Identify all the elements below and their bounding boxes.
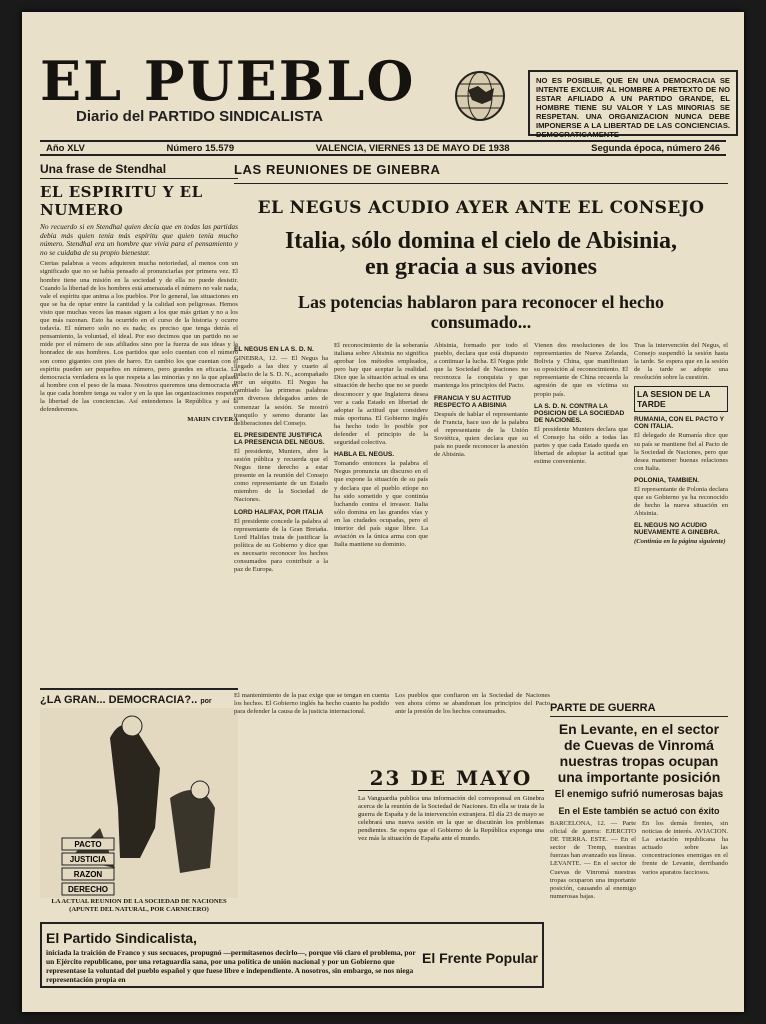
masthead-subtitle: Diario del PARTIDO SINDICALISTA [76,108,323,125]
column-subhead: HABLA EL NEGUS. [334,451,395,459]
column-subhead: EL PRESIDENTE JUSTIFICA LA PRESENCIA DEL NEGUS. [234,431,325,446]
stendhal-body: Ciertas palabras a veces adquieren mucha notoriedad, al menos con un significado que no se había pensado al pronunciarlas por primera vez. El hombre tiene una misión en la sociedad y de ella no puede desistir. Cuando la libertad de los hombres está amenazada el número no vale nada, vale el espíritu que anima a los pueblos. Por lo general, las situaciones en que se ha de optar entre la cantidad y la calidad son peligrosas. Hemos visto que muchas veces las masas siguen a los que más gritan y no a los que más razonan. Esto ha ocurrido en el curso de la historia y ocurre todavía. El número solo no es nada; es preciso que tenga detrás el pensamiento, la voluntad, el ideal. Por eso decimos que un partido no se mide por el número de sus afiliados sino por la fuerza de sus ideas y la honradez de sus hombres. Los partidos que solo cuentan con el número son como gigantes con pies de barro. En cambio los que cuentan con el espíritu pueden ser pequeños en número, pero grandes en eficacia. La democracia verdadera es la que respeta a las minorías y no la que aplasta al hombre con el peso de la masa. Nosotros queremos una democracia en la que cada hombre tenga su valor y en la que las organizaciones respeten la libertad de las conciencias. Así entendemos la República y así la defenderemos. [40,260,238,414]
issue-epoch: Segunda época, número 246 [591,142,720,154]
issue-date: VALENCIA, VIERNES 13 DE MAYO DE 1938 [315,142,510,154]
newspaper-page [22,12,744,1012]
column-4 [534,342,628,682]
parte-columns [550,820,728,980]
cartoon-label-pacto: PACTO [74,840,102,849]
column-5 [634,342,728,682]
column-text: El presidente concede la palabra al representante de la Gran Bretaña. Lord Halifax trata de justificar la política de su Gobierno y dice que es necesario reconocer los hechos consumados para contribuir a la paz de Europa. [234,517,328,574]
ginebra-header [234,162,728,332]
column-text: En los demás frentes, sin noticias de interés. AVIACION. La aviación republicana ha actuado sobre las concentraciones enemigas en el frente de Levante, derribando varios aparatos facciosos. [642,820,728,876]
column-text: Vienen dos resoluciones de los representantes de Nueva Zelanda, Bolivia y China, que manifiestan su oposición al reconocimiento. El representante de China recuerda la agresión de que es víctima su propio país. [534,342,628,398]
globe-emblem-icon [454,70,506,122]
masthead-title: EL PUEBLO [40,49,416,113]
column-text: El representante de Polonia declara que su Gobierno ya ha reconocido de hecho la nueva situación en Abisinia. [634,485,728,518]
mayo-heading: 23 DE MAYO [358,766,544,791]
column-text: El delegado de Rumanía dice que su país se mantiene fiel al Pacto de la Sociedad de Naciones, pero que desea mantener buenas relaciones con Italia. [634,432,728,472]
headline-italia-line1: Italia, sólo domina el cielo de Abisinia, [284,228,678,254]
column-subhead: EL NEGUS EN LA S. D. N. [234,346,314,353]
column-text: El presidente Munters declara que el Consejo ha oído a todas las partes y que cada Estado queda en libertad de adoptar la actitud que estime conveniente. [534,425,628,466]
issue-number: Número 15.579 [166,142,235,154]
headline-potencias-line1: Las potencias hablaron para reconocer el hecho [298,292,664,312]
column-text: GINEBRA, 12. — El Negus ha llegado a las diez y cuarto al palacio de la S. D. N., acompañado por un séquito. El Negus ha cambiado las primeras palabras con diversos delegados antes de comenzar la sesión. Se mostró tranquilo y sereno durante las deliberaciones del Consejo. [234,355,328,427]
column-text: El reconocimiento de la soberanía italiana sobre Abisinia no significa aprobar los métodos empleados, pero hay que aceptar la realidad. Dice que la situación actual es una situación de hecho que no se puede desconocer y que Inglaterra desea ver a cada Estado en libertad de adoptar la actitud que considere más oportuna. El Gobierno inglés ha hecho todo lo posible por defender el principio de la seguridad colectiva. [334,342,428,447]
cartoon-label-razon: RAZON [73,870,103,879]
column-subhead: POLONIA, TAMBIEN. [634,476,700,484]
headline-potencias [234,292,728,332]
masthead-motto: NO ES POSIBLE, QUE EN UNA DEMOCRACIA SE INTENTE EXCLUIR AL HOMBRE A PRETEXTO DE NO ESTAR AFILIADO A UN PARTIDO GRANDE, EL HOMBRE TIENE SU VALOR Y LAS MINORIAS SE RESPETAN. UNA ORGANIZACION NUNCA DEBE IMPONERSE A LA LIBERTAD DE LAS CONCIENCIAS. DEMOCRATICAMENTE [528,70,738,136]
banner-text: iniciada la traición de Franco y sus secuaces, propugnó —permítasenos decirlo—, porque vió claro el problema, por un Ejército republicano, por una retaguardia sana, por una política de unión nacional y por un Gobierno que representase la voluntad del pueblo español y que fuese libre e independiente. A nosotros, sin embargo, se nos niega representación propia en [46,948,416,984]
cartoon-drawing [40,708,238,898]
headline-italia-line2: en gracia a sus aviones [364,254,597,280]
column-subhead: FRANCIA Y SU ACTITUD RESPECTO A ABISINIA [434,394,511,409]
cartoon-artist: por [200,698,212,705]
column-text: Después de hablar el representante de Francia, hace uso de la palabra el representante de la Unión Soviética, quien declara que su país no puede reconocer la anexión de Abisinia. [434,410,528,459]
stendhal-signature: MARIN CIVERA [187,416,238,424]
cartoon-label-justicia: JUSTICIA [69,855,107,864]
column-text: Tomando entonces la palabra el Negus pronuncia un discurso en el que expone la situación de su país y declara que el pueblo etíope no ha sido sometido y que continúa luchando contra el invasor. Italia sólo domina en las grandes vías y en las ciudades ocupadas, pero el interior del país sigue libre. La aviación es la única arma con que Italia mantiene su dominio. [334,460,428,549]
dateline [40,140,726,156]
column-text: Abisinia, formado por todo el pueblo, declara que está dispuesto a continuar la lucha. El Negus pide que la Sociedad de Naciones no reconozca la conquista y que mantenga los principios del Pacto. [434,342,528,390]
cartoon [40,688,238,920]
column-subhead: RUMANIA, CON EL PACTO Y CON ITALIA. [634,416,724,431]
partido-banner [40,922,544,988]
column-2 [334,342,428,682]
parte-headline: En Levante, en el sector de Cuevas de Vinromá nuestras tropas ocupan una importante posición [557,721,721,785]
banner-frente-popular: El Frente Popular [422,950,538,966]
cartoon-label-derecho: DERECHO [67,885,109,894]
stendhal-article [40,162,238,423]
column-text: El presidente, Munters, abre la sesión pública y recuerda que el Negus tiene derecho a estar presente en la reunión del Consejo como representante de un Estado miembro de la Sociedad de Naciones. [234,447,328,504]
stendhal-kicker: Una frase de Stendhal [40,162,238,179]
column-text: Tras la intervención del Negus, el Consejo suspendió la sesión hasta la tarde. Se espera que en la sesión de la tarde se adopte una resolución sobre la cuestión. [634,342,728,382]
banner-title: El Partido Sindicalista, [46,930,197,946]
sesion-tarde-box: LA SESION DE LA TARDE [634,386,728,412]
parte-de-guerra [550,702,728,980]
column-subhead: LORD HALIFAX, POR ITALIA [234,508,324,516]
column-3 [434,342,528,682]
column-text: El mantenimiento de la paz exige que se tengan en cuenta los hechos. El Gobierno inglés ha hecho cuanto ha podido para defender la causa de la justicia internacional. [234,692,389,716]
mid-columns [234,692,550,762]
stendhal-headline: EL ESPIRITU Y EL NUMERO [40,183,203,219]
column-1 [234,342,328,682]
ginebra-kicker: LAS REUNIONES DE GINEBRA [234,162,441,177]
mayo-body: La Vanguardia publica una información del corresponsal en Ginebra acerca de la reunión de la Sociedad de Naciones. En ella se trata de la guerra de España y de la intervención extranjera. El día 23 de mayo se celebrará una nueva sesión en la que se discutirán los problemas pendientes. Se espera que el Gobierno de la República exponga una vez más la situación de España ante el mundo. [358,795,544,843]
cartoon-caption: LA ACTUAL REUNION DE LA SOCIEDAD DE NACIONES (APUNTE DEL NATURAL, POR CARNICERO) [51,898,227,913]
continuation-note: (Continúa en la página siguiente) [634,538,726,546]
headline-potencias-line2: consumado... [430,312,532,332]
column-subhead: EL NEGUS NO ACUDIO NUEVAMENTE A GINEBRA. [634,522,720,537]
cartoon-title-text: ¿LA GRAN... DEMOCRACIA?.. [40,694,198,706]
column-subhead: LA S. D. N. CONTRA LA POSICION DE LA SOCIEDAD DE NACIONES. [534,402,625,424]
parte-subhead-2: En el Este también se actuó con éxito [558,806,720,816]
ginebra-columns [234,342,728,682]
parte-subhead: El enemigo sufrió numerosas bajas [554,789,724,800]
column-text: BARCELONA, 12. — Parte oficial de guerra: EJERCITO DE TIERRA. ESTE. — En el sector de Tremp, nuestras fuerzas han avanzado sus líneas. LEVANTE. — En el sector de Cuevas de Vinromá nuestras tropas ocuparon una importante posición, causando al enemigo numerosas bajas. [550,820,636,900]
headline-italia [234,228,728,280]
parte-kicker: PARTE DE GUERRA [550,702,728,717]
stendhal-lead: No recuerdo si en Stendhal quien decía que en todas las partidas debía más quien tenía más espíritu que quien tenía mucho número. Stendhal era un hombre que vivía para el pensamiento y no se cuidaba de su propio bienestar. [40,222,238,257]
headline-negus: EL NEGUS ACUDIO AYER ANTE EL CONSEJO [257,198,705,218]
mayo-article [358,766,544,844]
column-text: Los pueblos que confiaron en la Sociedad de Naciones ven ahora cómo se abandonan los principios del Pacto ante la presión de los hechos consumados. [395,692,550,716]
issue-year: Año XLV [46,142,85,154]
